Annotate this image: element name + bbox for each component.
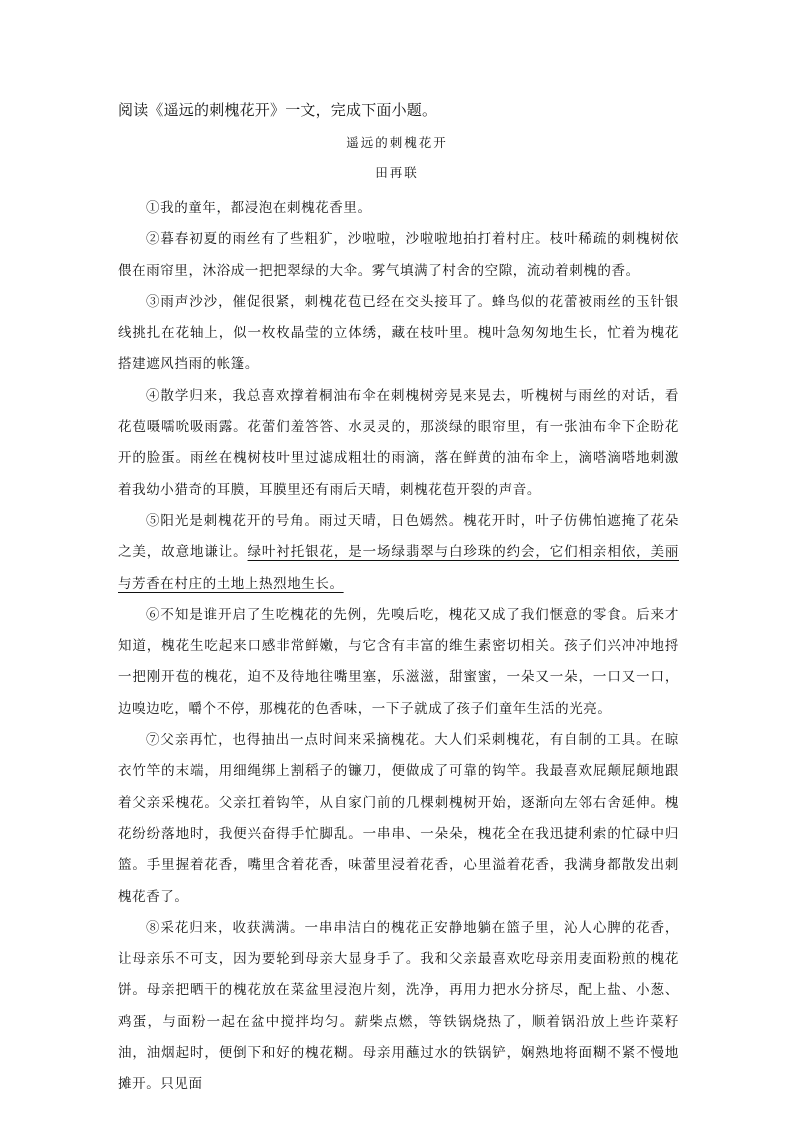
- paragraph-text: ⑤阳光是刺槐花开的号角。雨过天晴，日色嫣然。槐花开时，叶子仿佛怕遮掩了花朵之美，故意地谦让。: [118, 512, 679, 561]
- paragraph-4: [118, 381, 679, 506]
- paragraph-text: ①我的童年，都浸泡在刺槐花香里。: [146, 200, 372, 216]
- article-title: 遥远的刺槐花开: [346, 135, 448, 150]
- article-body: [118, 193, 679, 1101]
- paragraph-6: [118, 600, 679, 725]
- paragraph-2: [118, 224, 679, 287]
- question-instruction: 阅读《遥远的刺槐花开》一文，完成下面小题。: [118, 101, 438, 119]
- paragraph-8: [118, 913, 679, 1101]
- paragraph-text: ④散学归来，我总喜欢撑着桐油布伞在刺槐树旁晃来晃去，听槐树与雨丝的对话，看花苞嗫嚅吮吸雨露。花蕾们羞答答、水灵灵的，那淡绿的眼帘里，有一张油布伞下企盼花开的脸蛋。雨丝在槐树枝叶里过滤成粗壮的雨滴，落在鲜黄的油布伞上，滴嗒滴嗒地刺激着我幼小猎奇的耳膜，耳膜里还有雨后天晴，刺槐花苞开裂的声音。: [118, 387, 679, 498]
- paragraph-3: [118, 287, 679, 381]
- paragraph-1: [118, 193, 679, 224]
- paragraph-7: [118, 725, 679, 913]
- paragraph-text: ②暮春初夏的雨丝有了些粗犷，沙啦啦，沙啦啦地拍打着村庄。枝叶稀疏的刺槐树依偎在雨帘里，沐浴成一把把翠绿的大伞。雾气填满了村舍的空隙，流动着刺槐的香。: [118, 231, 679, 279]
- paragraph-text: ③雨声沙沙，催促很紧，刺槐花苞已经在交头接耳了。蜂鸟似的花蕾被雨丝的玉针银线挑扎在花轴上，似一枚枚晶莹的立体绣，藏在枝叶里。槐叶急匆匆地生长，忙着为槐花搭建遮风挡雨的帐篷。: [118, 293, 679, 373]
- paragraph-5: [118, 506, 679, 600]
- paragraph-text: ⑦父亲再忙，也得抽出一点时间来采摘槐花。大人们采刺槐花，有自制的工具。在晾衣竹竿的末端，用细绳绑上割稻子的镰刀，便做成了可靠的钩竿。我最喜欢屁颠屁颠地跟着父亲采槐花。父亲扛着钩竿，从自家门前的几棵刺槐树开始，逐渐向左邻右舍延伸。槐花纷纷落地时，我便兴奋得手忙脚乱。一串串、一朵朵，槐花全在我迅捷利索的忙碌中归篮。手里握着花香，嘴里含着花香，味蕾里浸着花香，心里溢着花香，我满身都散发出刺槐花香了。: [118, 732, 679, 905]
- article-author: 田再联: [375, 165, 419, 180]
- paragraph-text: ⑧采花归来，收获满满。一串串洁白的槐花正安静地躺在篮子里，沁人心脾的花香，让母亲乐不可支，因为要轮到母亲大显身手了。我和父亲最喜欢吃母亲用麦面粉煎的槐花饼。母亲把晒干的槐花放在菜盆里浸泡片刻，洗净，再用力把水分挤尽，配上盐、小葱、鸡蛋，与面粉一起在盆中搅拌均匀。薪柴点燃，等铁锅烧热了，顺着锅沿放上些许菜籽油，油烟起时，便倒下和好的槐花糊。母亲用蘸过水的铁锅铲，娴熟地将面糊不紧不慢地摊开。只见面: [118, 919, 679, 1093]
- paragraph-text: ⑥不知是谁开启了生吃槐花的先例，先嗅后吃，槐花又成了我们惬意的零食。后来才知道，槐花生吃起来口感非常鲜嫩，与它含有丰富的维生素密切相关。孩子们兴冲冲地捋一把刚开苞的槐花，迫不及待地往嘴里塞，乐滋滋，甜蜜蜜，一朵又一朵，一口又一口，边嗅边吃，嚼个不停，那槐花的色香味，一下子就成了孩子们童年生活的光亮。: [118, 606, 679, 717]
- underlined-sentence: 绿叶衬托银花，是一场绿翡翠与白珍珠的约会，它们相亲相依，美丽与芳香在村庄的土地上热烈地生长。: [118, 544, 679, 592]
